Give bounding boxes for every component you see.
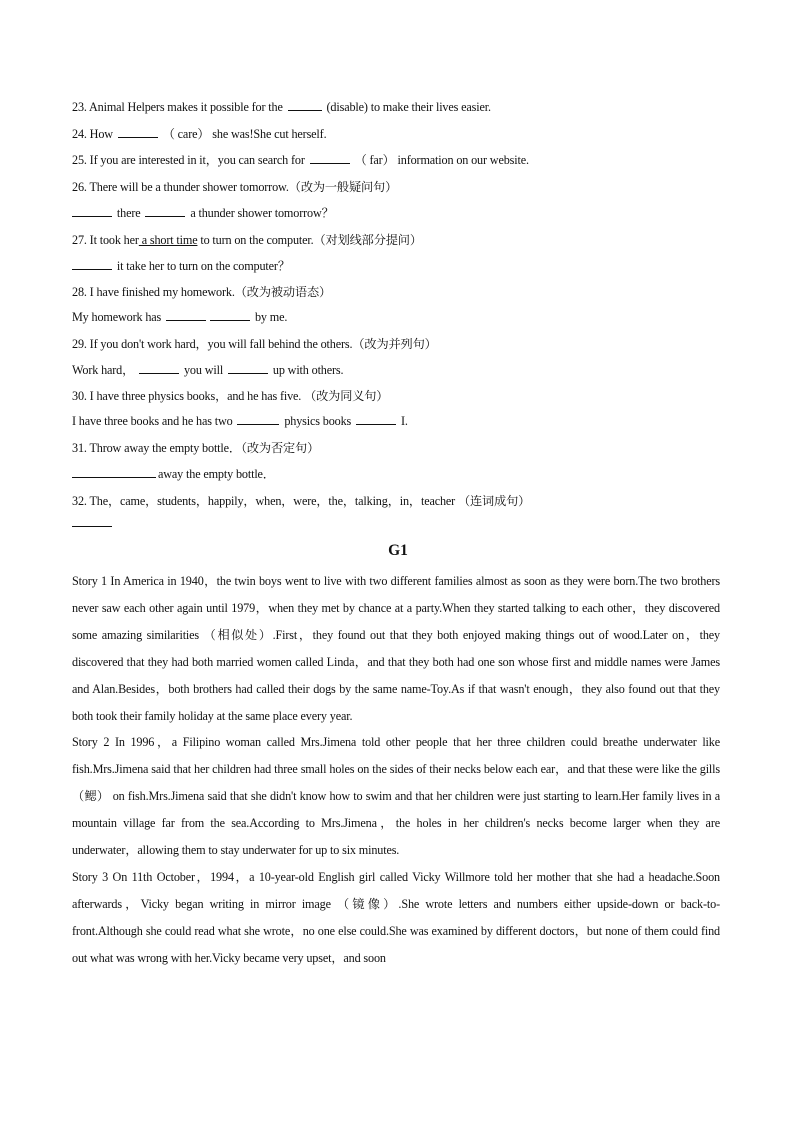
answer-blank[interactable] bbox=[72, 204, 112, 217]
answer-blank[interactable] bbox=[72, 514, 112, 527]
story-2-paragraph: Story 2 In 1996，a Filipino woman called Mrs.Jimena told other people that her three children could breathe underwater like fish.Mrs.Jimena said that her children had three small holes on the sides of their necks below each ear，and that these were like the gills （鳃） on fish.Mrs.Jimena said that she didn't know how to swim and that her children were just starting to learn.Her family lives in a mountain village far from the sea.According to Mrs.Jimena，the holes in her children's necks become larger when they are underwater，allowing them to stay underwater for up to six minutes. bbox=[72, 735, 720, 858]
question-24: 24. How （ care） she was!She cut herself. bbox=[72, 126, 327, 141]
question-28: 28. I have finished my homework.（改为被动语态） bbox=[72, 284, 332, 299]
question-28-answer-line: My homework has by me. bbox=[72, 310, 288, 324]
answer-blank[interactable] bbox=[72, 465, 156, 478]
question-25: 25. If you are interested in it，you can search for （ far） information on our website. bbox=[72, 153, 529, 167]
story-1-paragraph: Story 1 In America in 1940，the twin boys went to live with two different families almost as soon as they were born.The two brothers never saw each other again until 1979，when they met by chance at a party.When they started talking to each other，they discovered some amazing similarities （相似处）.First，they found out that they both enjoyed making things out of wood.Later on，they discovered that they had both married women called Linda，and that they both had one son whose first and middle names were James and Alan.Besides，both brothers had called their dogs by the same name-Toy.As if that wasn't enough，they also found out that they both took their family holiday at the same place every year. bbox=[72, 574, 720, 723]
answer-blank[interactable] bbox=[237, 412, 279, 425]
question-23: 23. Animal Helpers makes it possible for the (disable) to make their lives easier. bbox=[72, 100, 491, 114]
question-32-answer-line bbox=[72, 514, 724, 532]
question-26: 26. There will be a thunder shower tomorrow.（改为一般疑问句） bbox=[72, 179, 398, 194]
answer-blank[interactable] bbox=[118, 125, 158, 138]
answer-blank[interactable] bbox=[288, 98, 322, 111]
question-27-answer-line: it take her to turn on the computer？ bbox=[72, 253, 724, 280]
answer-blank[interactable] bbox=[72, 257, 112, 270]
underlined-phrase: a short time bbox=[138, 232, 198, 247]
answer-blank[interactable] bbox=[210, 308, 250, 321]
question-31-answer-line: away the empty bottle． bbox=[72, 461, 724, 488]
question-29: 29. If you don't work hard，you will fall behind the others.（改为并列句） bbox=[72, 336, 437, 351]
worksheet-page bbox=[72, 94, 724, 972]
question-29-answer-line: Work hard， you will up with others. bbox=[72, 363, 344, 377]
section-title: G1 bbox=[388, 542, 408, 559]
question-32: 32. The，came，students，happily，when，were，the，talking，in，teacher （连词成句） bbox=[72, 493, 531, 508]
answer-blank[interactable] bbox=[310, 151, 350, 164]
question-30-answer-line: I have three books and he has two physics books I. bbox=[72, 414, 408, 428]
question-26-answer-line: there a thunder shower tomorrow？ bbox=[72, 200, 724, 227]
question-30: 30. I have three physics books，and he has five. （改为同义句） bbox=[72, 388, 389, 403]
answer-blank[interactable] bbox=[145, 204, 185, 217]
answer-blank[interactable] bbox=[356, 412, 396, 425]
question-31: 31. Throw away the empty bottle．（改为否定句） bbox=[72, 440, 320, 455]
answer-blank[interactable] bbox=[166, 308, 206, 321]
answer-blank[interactable] bbox=[228, 361, 268, 374]
story-3-paragraph: Story 3 On 11th October，1994，a 10-year-old English girl called Vicky Willmore told her mother that she had a headache.Soon afterwards，Vicky began writing in mirror image （镜像）.She wrote letters and numbers either upside-down or back-to-front.Although she could read what she wrote，no one else could.She was examined by different doctors，but none of them could find out what was wrong with her.Vicky became very upset，and soon bbox=[72, 869, 720, 965]
question-27: 27. It took her a short time to turn on the computer.（对划线部分提问） bbox=[72, 232, 422, 247]
answer-blank[interactable] bbox=[139, 361, 179, 374]
